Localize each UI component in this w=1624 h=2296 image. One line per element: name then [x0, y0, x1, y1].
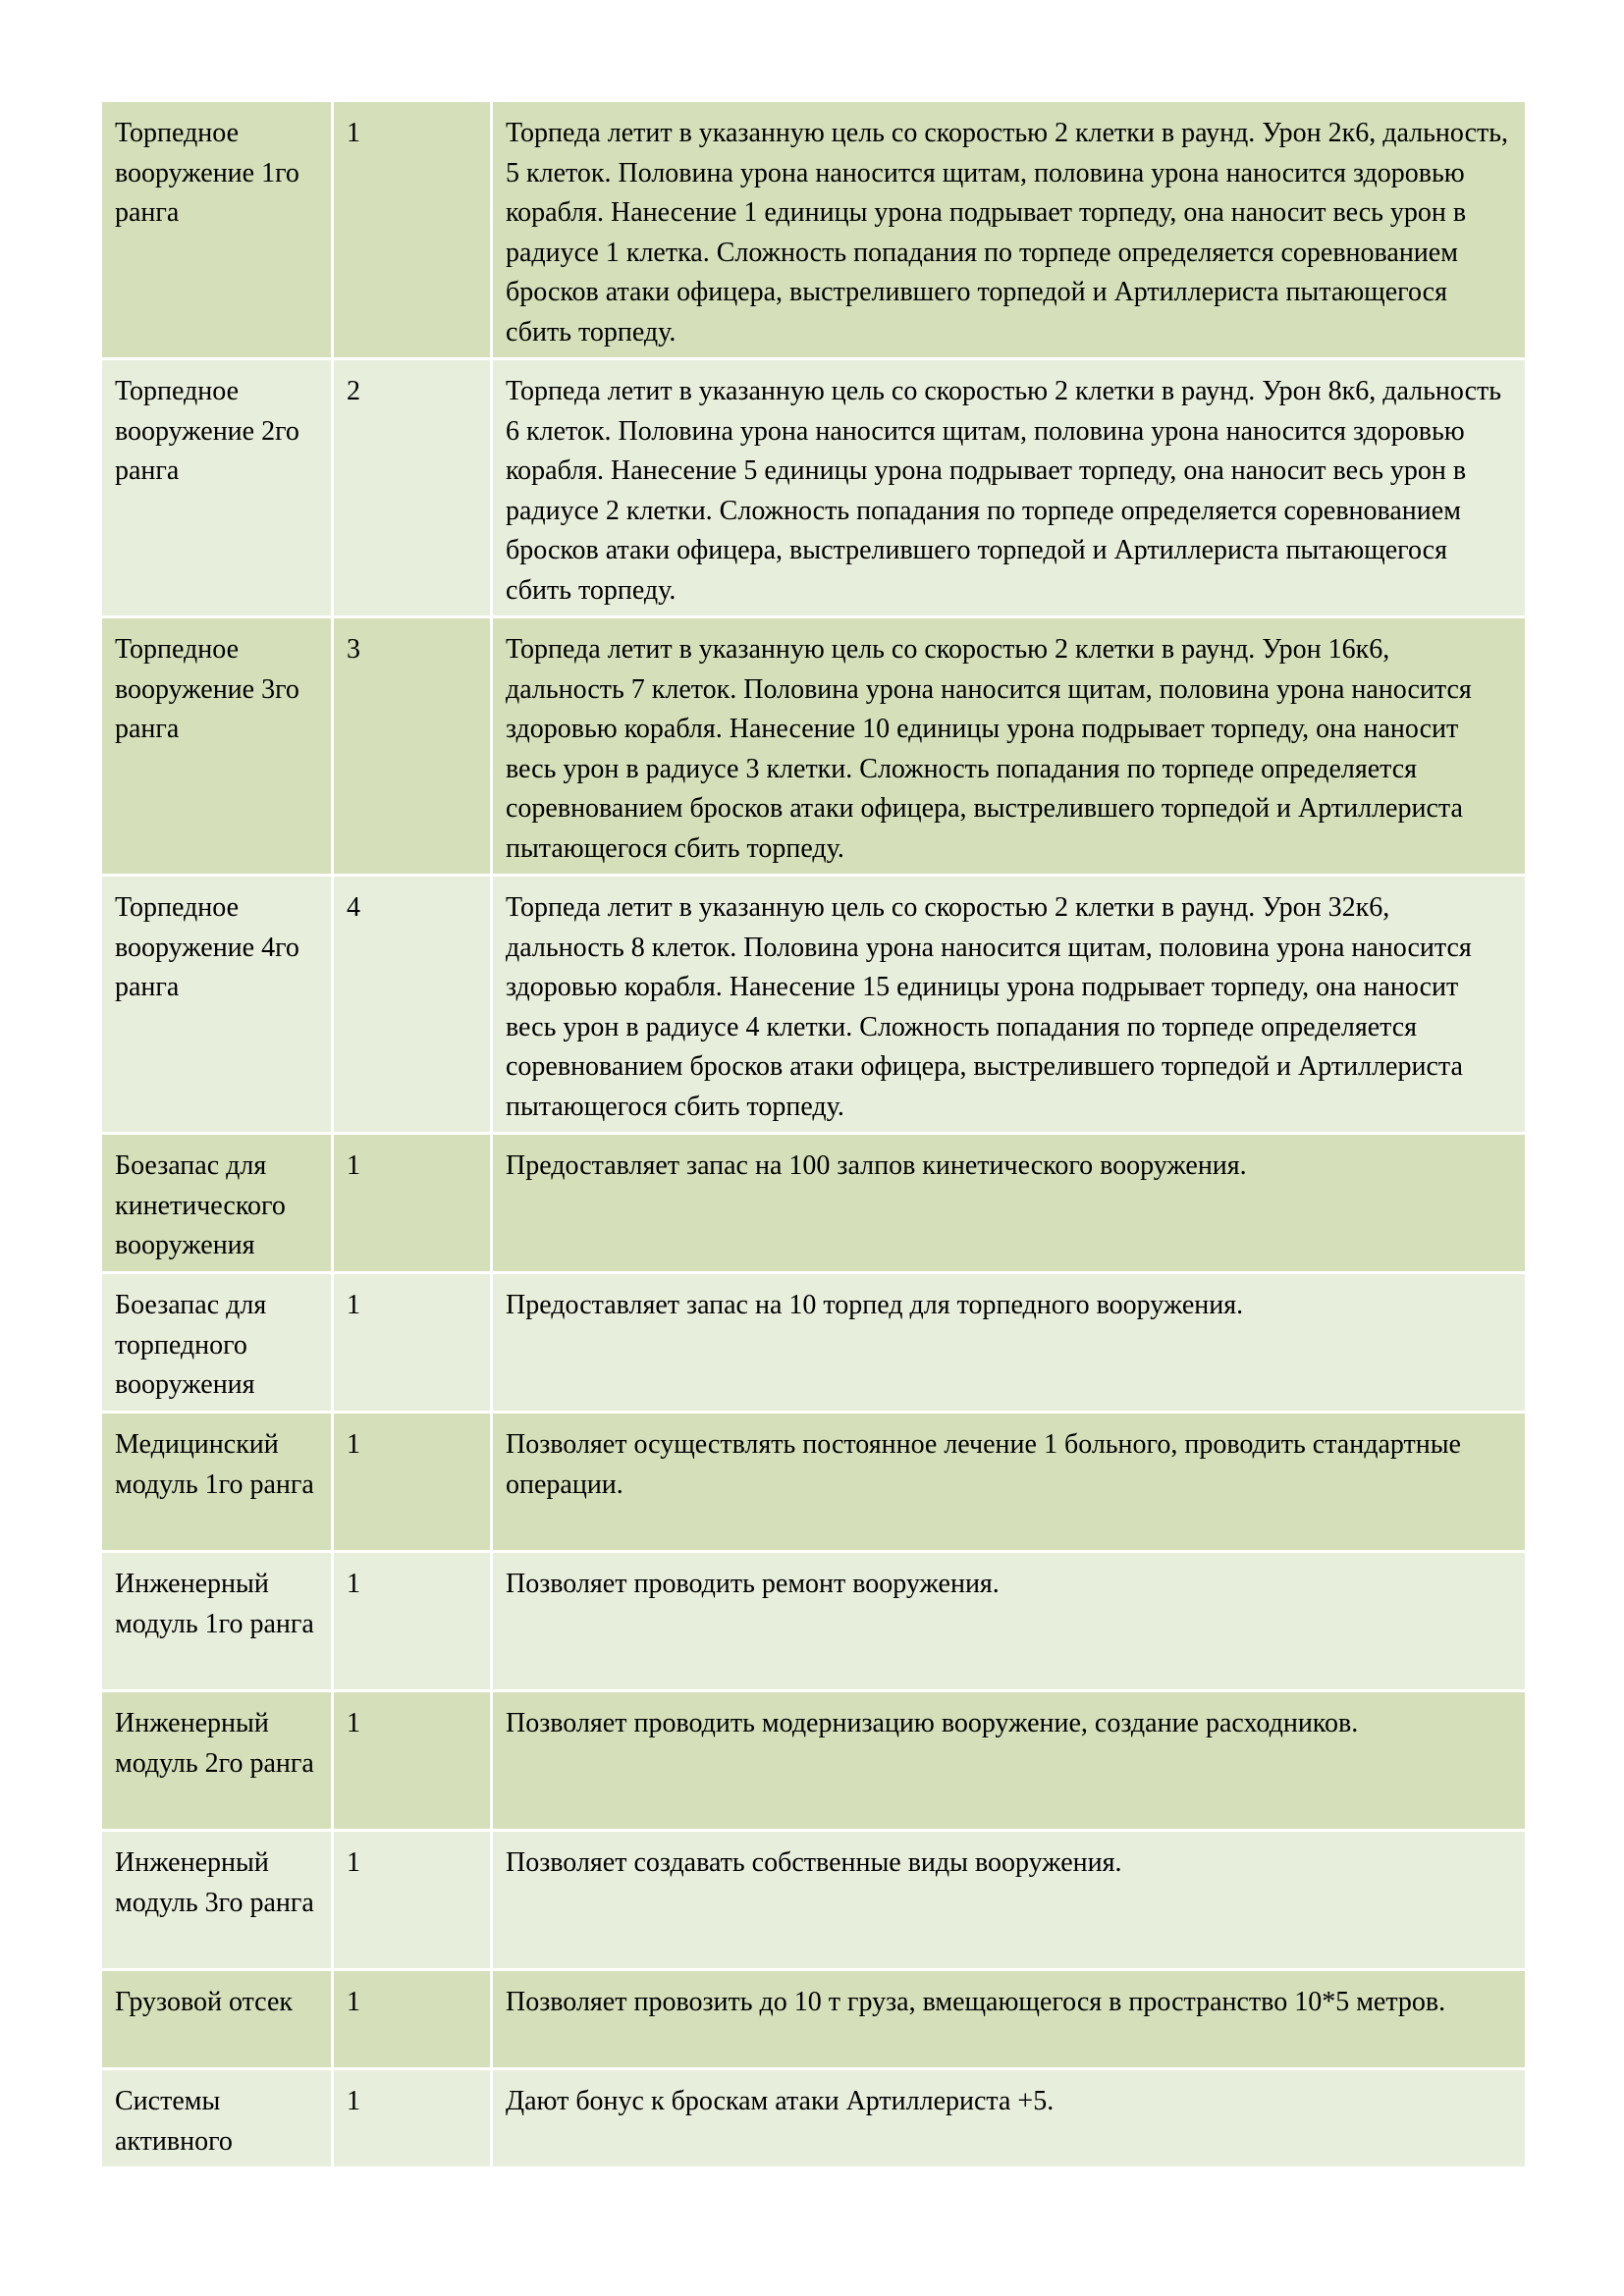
- table-row: [101, 1134, 1527, 1273]
- table-row: [101, 876, 1527, 1134]
- module-name-cell: Инженерный модуль 1го ранга: [101, 1552, 333, 1691]
- module-description-cell: Торпеда летит в указанную цель со скоростью 2 клетки в раунд. Урон 2к6, дальность, 5 клеток. Половина урона наносится щитам, половина урона наносится здоровью корабля. Нанесение 1 единицы урона подрывает торпеду, она наносит весь урон в радиусе 1 клетка. Сложность попадания по торпеде определяется соревнованием бросков атаки офицера, выстрелившего торпедой и Артиллериста пытающегося сбить торпеду.: [492, 101, 1527, 359]
- module-description-cell: Предоставляет запас на 10 торпед для торпедного вооружения.: [492, 1273, 1527, 1413]
- ship-modules-table: [99, 99, 1528, 2169]
- module-name-cell: Торпедное вооружение 2го ранга: [101, 359, 333, 617]
- module-description-cell: Дают бонус к броскам атаки Артиллериста +5.: [492, 2069, 1527, 2168]
- module-quantity-cell: 4: [333, 876, 492, 1134]
- module-name-cell: Инженерный модуль 3го ранга: [101, 1831, 333, 1970]
- module-name-cell: Боезапас для кинетического вооружения: [101, 1134, 333, 1273]
- module-quantity-cell: 1: [333, 1273, 492, 1413]
- table-row: [101, 1691, 1527, 1831]
- module-quantity-cell: 1: [333, 1134, 492, 1273]
- table-row: [101, 1970, 1527, 2069]
- module-name-cell: [101, 2069, 333, 2168]
- table-row: [101, 1273, 1527, 1413]
- module-description-cell: Торпеда летит в указанную цель со скоростью 2 клетки в раунд. Урон 16к6, дальность 7 клеток. Половина урона наносится щитам, половина урона наносится здоровью корабля. Нанесение 10 единицы урона подрывает торпеду, она наносит весь урон в радиусе 3 клетки. Сложность попадания по торпеде определяется соревнованием бросков атаки офицера, выстрелившего торпедой и Артиллериста пытающегося сбить торпеду.: [492, 617, 1527, 876]
- module-description-cell: Позволяет осуществлять постоянное лечение 1 больного, проводить стандартные операции.: [492, 1413, 1527, 1552]
- module-name-cell: Торпедное вооружение 1го ранга: [101, 101, 333, 359]
- module-name-cell: Боезапас для торпедного вооружения: [101, 1273, 333, 1413]
- module-quantity-cell: 1: [333, 1413, 492, 1552]
- module-quantity-cell: 3: [333, 617, 492, 876]
- module-quantity-cell: 1: [333, 1691, 492, 1831]
- module-name-cell: Торпедное вооружение 4го ранга: [101, 876, 333, 1134]
- module-quantity-cell: 2: [333, 359, 492, 617]
- table-row: [101, 1831, 1527, 1970]
- module-description-cell: Торпеда летит в указанную цель со скоростью 2 клетки в раунд. Урон 8к6, дальность 6 клеток. Половина урона наносится щитам, половина урона наносится здоровью корабля. Нанесение 5 единицы урона подрывает торпеду, она наносит весь урон в радиусе 2 клетки. Сложность попадания по торпеде определяется соревнованием бросков атаки офицера, выстрелившего торпедой и Артиллериста пытающегося сбить торпеду.: [492, 359, 1527, 617]
- table-row: [101, 359, 1527, 617]
- module-description-cell: Позволяет создавать собственные виды вооружения.: [492, 1831, 1527, 1970]
- module-quantity-cell: 1: [333, 1552, 492, 1691]
- module-description-cell: Позволяет проводить ремонт вооружения.: [492, 1552, 1527, 1691]
- module-name-cell: Инженерный модуль 2го ранга: [101, 1691, 333, 1831]
- module-name-cell: Торпедное вооружение 3го ранга: [101, 617, 333, 876]
- module-quantity-cell: 1: [333, 101, 492, 359]
- module-quantity-cell: 1: [333, 2069, 492, 2168]
- module-description-cell: Позволяет проводить модернизацию вооружение, создание расходников.: [492, 1691, 1527, 1831]
- module-quantity-cell: 1: [333, 1831, 492, 1970]
- module-name-cell: Медицинский модуль 1го ранга: [101, 1413, 333, 1552]
- table-row: [101, 1413, 1527, 1552]
- module-name-text: Системы активного: [115, 2086, 233, 2157]
- table-row: [101, 101, 1527, 359]
- module-quantity-cell: 1: [333, 1970, 492, 2069]
- table-row: [101, 1552, 1527, 1691]
- module-name-cell: Грузовой отсек: [101, 1970, 333, 2069]
- module-description-cell: Предоставляет запас на 100 залпов кинетического вооружения.: [492, 1134, 1527, 1273]
- table-row: [101, 617, 1527, 876]
- module-description-cell: Торпеда летит в указанную цель со скоростью 2 клетки в раунд. Урон 32к6, дальность 8 клеток. Половина урона наносится щитам, половина урона наносится здоровью корабля. Нанесение 15 единицы урона подрывает торпеду, она наносит весь урон в радиусе 4 клетки. Сложность попадания по торпеде определяется соревнованием бросков атаки офицера, выстрелившего торпедой и Артиллериста пытающегося сбить торпеду.: [492, 876, 1527, 1134]
- module-description-cell: Позволяет провозить до 10 т груза, вмещающегося в пространство 10*5 метров.: [492, 1970, 1527, 2069]
- table-row: [101, 2069, 1527, 2168]
